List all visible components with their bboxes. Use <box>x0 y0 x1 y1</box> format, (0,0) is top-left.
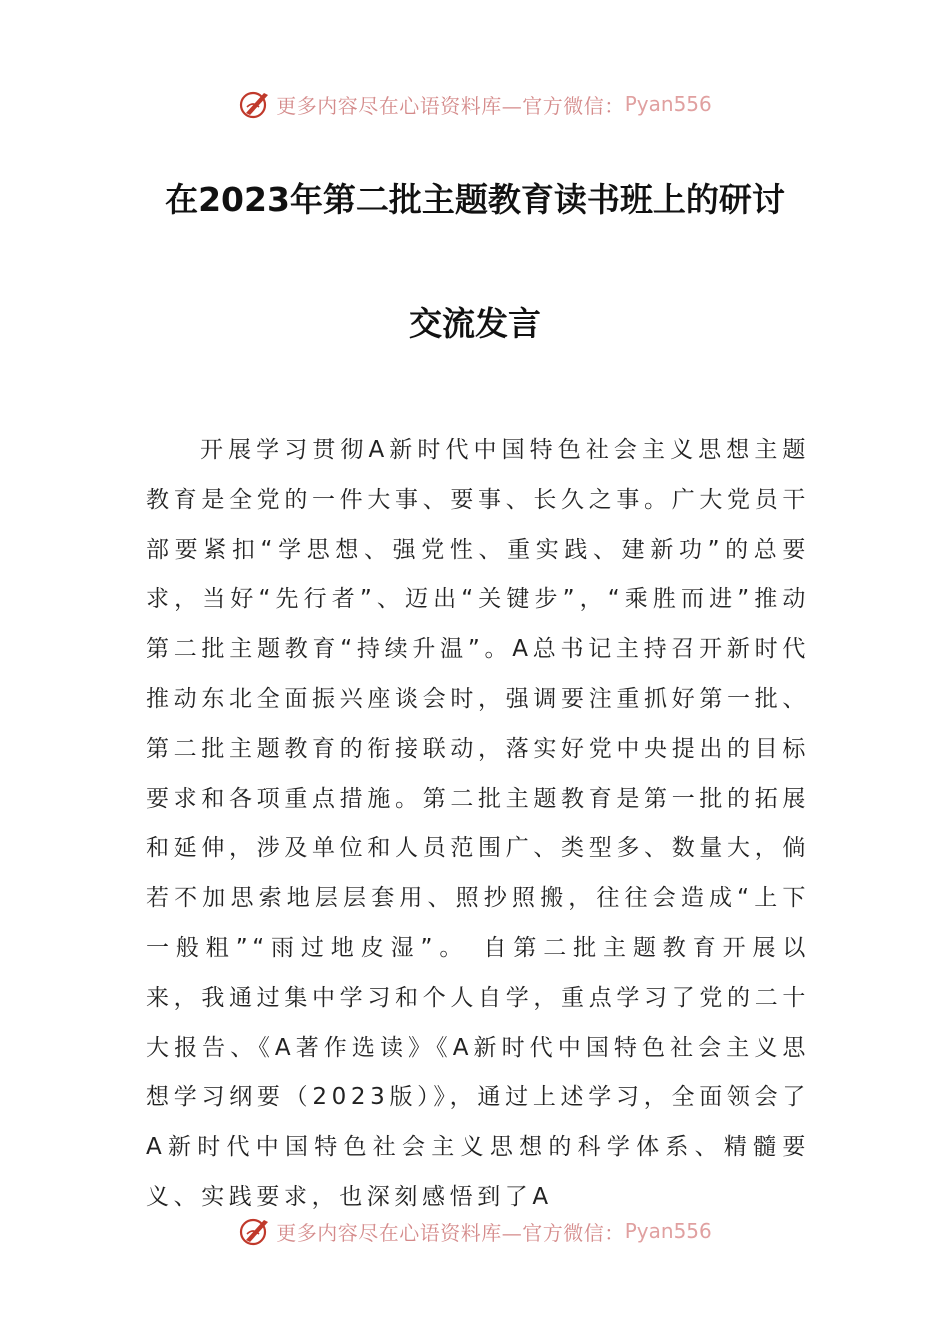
watermark-wechat: Pyan556 <box>624 1219 712 1243</box>
footer-watermark <box>0 1211 950 1251</box>
header-watermark <box>0 84 950 124</box>
watermark-wechat: Pyan556 <box>624 92 712 116</box>
watermark-text: 更多内容尽在心语资料库—官方微信： <box>276 93 625 118</box>
document-title-line1: 在2023年第二批主题教育读书班上的研讨 <box>165 180 785 219</box>
quill-logo-icon <box>238 1214 272 1248</box>
watermark-text: 更多内容尽在心语资料库—官方微信： <box>276 1220 625 1245</box>
quill-logo-icon <box>238 87 272 121</box>
body-paragraph: 开展学习贯彻A新时代中国特色社会主义思想主题教育是全党的一件大事、要事、长久之事。广大党员干部要紧扣“学思想、强党性、重实践、建新功”的总要求，当好“先行者”、迈出“关键步”，“乘胜而进”推动第二批主题教育“持续升温”。A总书记主持召开新时代推动东北全面振兴座谈会时，强调要注重抓好第一批、第二批主题教育的衔接联动，落实好党中央提出的目标要求和各项重点措施。第二批主题教育是第一批的拓展和延伸，涉及单位和人员范围广、类型多、数量大，倘若不加思索地层层套用、照抄照搬，往往会造成“上下一般粗”“雨过地皮湿”。 自第二批主题教育开展以来，我通过集中学习和个人自学，重点学习了党的二十大报告、《A著作选读》《A新时代中国特色社会主义思想学习纲要（2023版）》，通过上述学习，全面领会了A新时代中国特色社会主义思想的科学体系、精髓要义、实践要求，也深刻感悟到了A <box>146 437 810 1210</box>
document-title-line2: 交流发言 <box>409 304 541 343</box>
